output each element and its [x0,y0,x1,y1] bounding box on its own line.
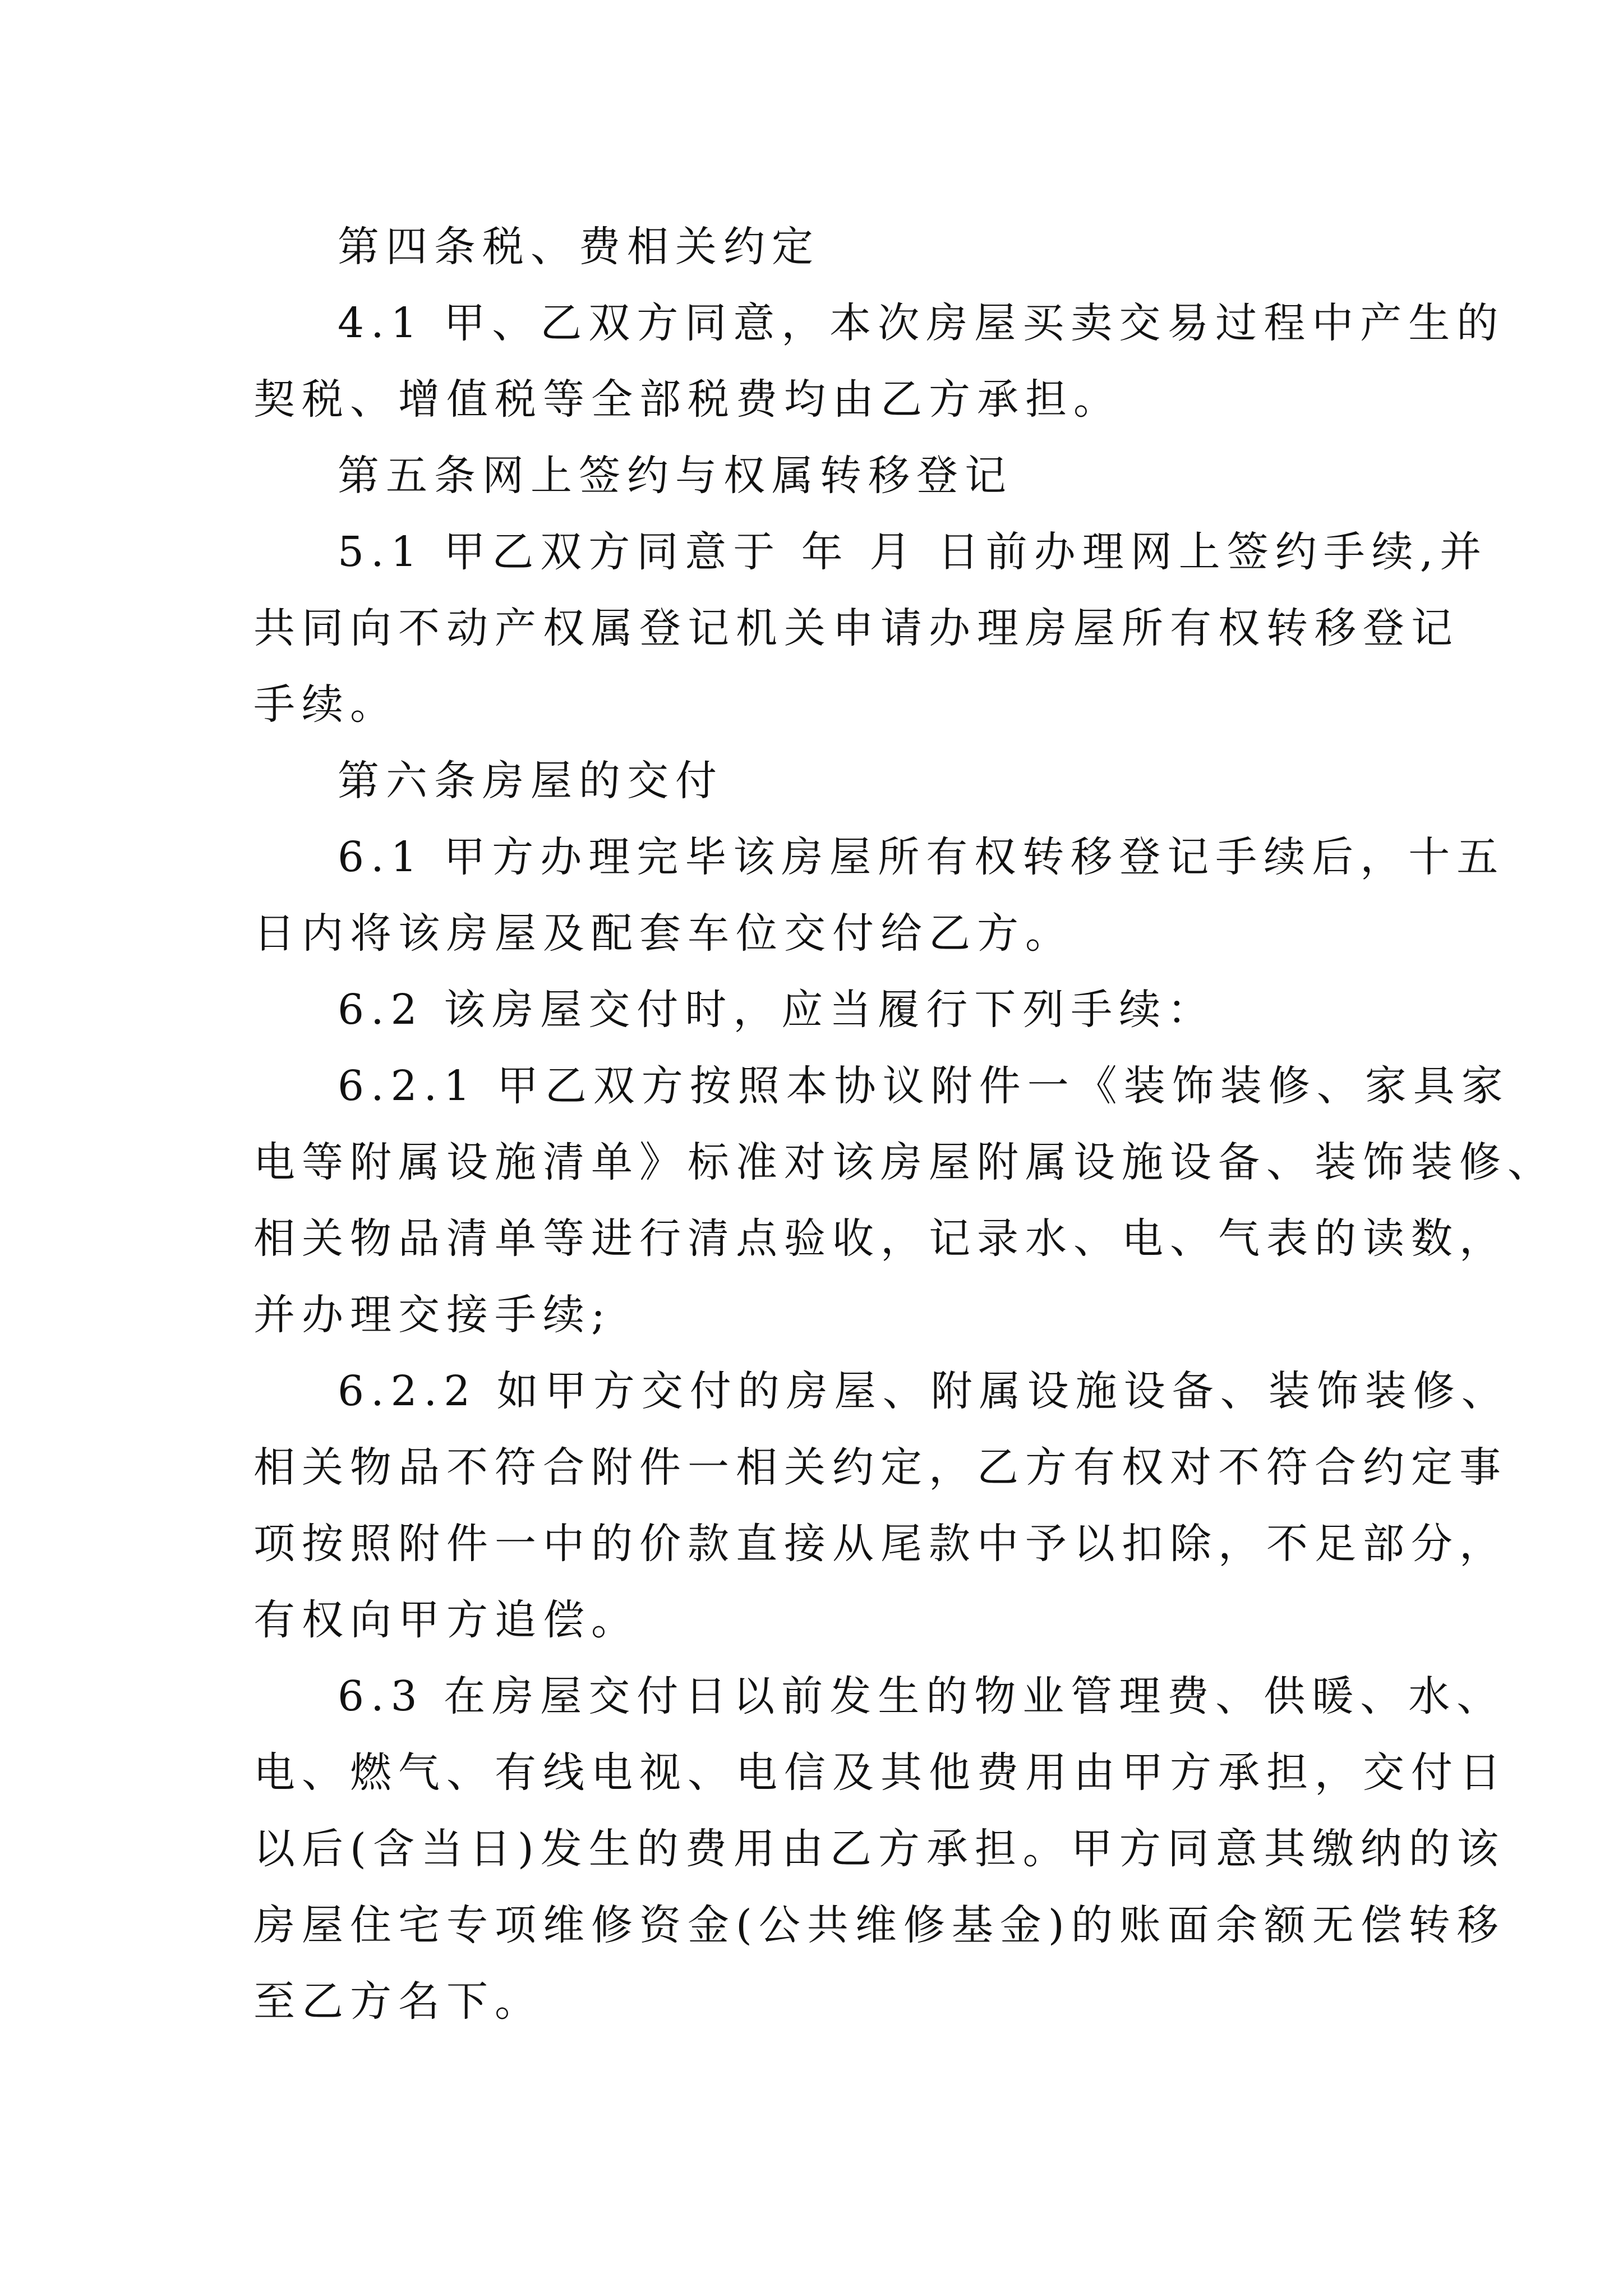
clause-5-1-line-3: 手续。 [253,680,398,729]
clause-6-2-1-line-1: 6.2.1 甲乙双方按照本协议附件一《装饰装修、家具家 [338,1062,1510,1110]
clause-6-1-line-1: 6.1 甲方办理完毕该房屋所有权转移登记手续后，十五 [338,833,1505,881]
clause-6-3-line-4: 房屋住宅专项维修资金(公共维修基金)的账面余额无偿转移 [253,1901,1505,1949]
clause-6-2-2-line-4: 有权向甲方追偿。 [253,1596,639,1644]
clause-5-1-line-2: 共同向不动产权属登记机关申请办理房屋所有权转移登记 [253,604,1459,652]
clause-6-2-1-line-4: 并办理交接手续; [253,1291,612,1339]
clause-6-2-2-line-1: 6.2.2 如甲方交付的房屋、附属设施设备、装饰装修、 [338,1367,1510,1415]
clause-6-3-line-5: 至乙方名下。 [253,1977,543,2026]
clause-6-2-1-line-2: 电等附属设施清单》标准对该房屋附属设施设备、装饰装修、 [253,1138,1556,1186]
clause-4-1-line-2: 契税、增值税等全部税费均由乙方承担。 [253,375,1122,424]
clause-6-3-line-2: 电、燃气、有线电视、电信及其他费用由甲方承担，交付日 [253,1749,1507,1797]
clause-6-3-line-3: 以后(含当日)发生的费用由乙方承担。甲方同意其缴纳的该 [253,1825,1505,1873]
clause-6-3-line-1: 6.3 在房屋交付日以前发生的物业管理费、供暖、水、 [338,1672,1505,1720]
clause-6-2-2-line-2: 相关物品不符合附件一相关约定，乙方有权对不符合约定事 [253,1443,1507,1492]
clause-6-1-line-2: 日内将该房屋及配套车位交付给乙方。 [253,909,1073,958]
article-4-heading: 第四条税、费相关约定 [338,223,820,271]
clause-6-2-1-line-3: 相关物品清单等进行清点验收，记录水、电、气表的读数， [253,1214,1507,1263]
article-5-heading: 第五条网上签约与权属转移登记 [338,452,1013,500]
clause-6-2-line-1: 6.2 该房屋交付时，应当履行下列手续： [338,986,1216,1034]
clause-5-1-line-1: 5.1 甲乙双方同意于 年 月 日前办理网上签约手续,并 [338,528,1488,576]
clause-6-2-2-line-3: 项按照附件一中的价款直接从尾款中予以扣除，不足部分， [253,1520,1507,1568]
article-6-heading: 第六条房屋的交付 [338,757,723,805]
document-body [253,209,1556,2040]
clause-4-1-line-1: 4.1 甲、乙双方同意，本次房屋买卖交易过程中产生的 [338,299,1505,347]
